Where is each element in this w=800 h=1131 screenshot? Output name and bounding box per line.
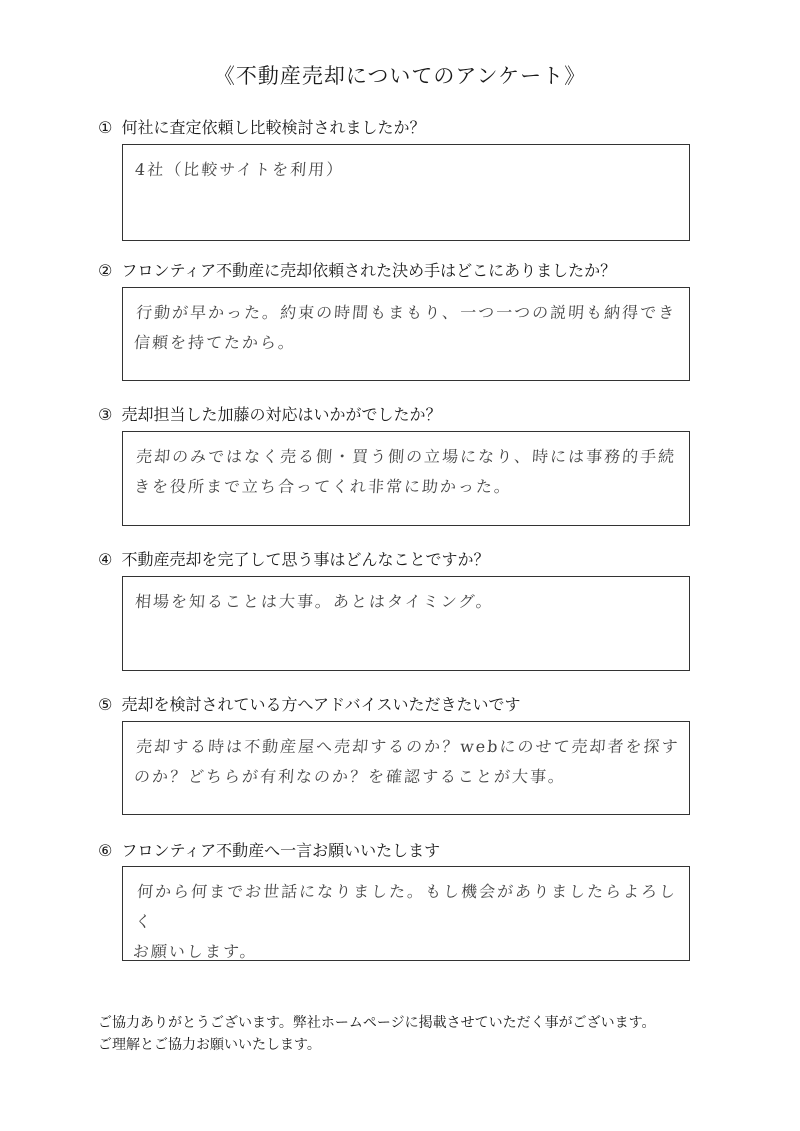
question-text: 売却を検討されている方へアドバイスいただきたいです: [121, 695, 521, 714]
question-text: 何社に査定依頼し比較検討されましたか？: [121, 118, 426, 137]
answer-box-2: [122, 287, 690, 381]
footer-note: [98, 1012, 655, 1056]
question-number: ④: [98, 550, 113, 569]
question-6: [98, 841, 440, 861]
question-text: フロンティア不動産へ一言お願いいたします: [121, 841, 441, 860]
question-number: ①: [98, 118, 113, 137]
footer-line-2: ご理解とご協力お願いいたします。: [98, 1037, 321, 1053]
footer-line-1: ご協力ありがとうございます。弊社ホームページに掲載させていただく事がございます。: [98, 1015, 656, 1031]
question-5: [98, 695, 520, 715]
question-4: [98, 550, 489, 570]
question-1: [98, 118, 425, 138]
handwritten-answer: 売却する時は不動産屋へ売却するのか？webにのせて売却者を探す のか？どちらが有利なのか？を確認することが大事。: [133, 737, 681, 786]
answer-box-5: [122, 721, 690, 815]
answer-box-4: [122, 576, 690, 671]
handwritten-answer: 何から何までお世話になりました。もし機会がありましたらよろしく お願いします。: [132, 882, 678, 961]
answer-box-1: [122, 144, 690, 241]
handwritten-answer: 行動が早かった。約束の時間もまもり、一つ一つの説明も納得でき 信頼を持てたから。: [133, 303, 677, 352]
handwritten-answer: 4社（比較サイトを利用）: [134, 160, 345, 179]
answer-box-6: [122, 866, 690, 961]
question-text: 不動産売却を完了して思う事はどんなことですか？: [121, 550, 490, 569]
handwritten-answer: 売却のみではなく売る側・買う側の立場になり、時には事務的手続 きを役所まで立ち合ってくれ非常に助かった。: [133, 447, 677, 496]
answer-box-3: [122, 431, 690, 526]
question-text: 売却担当した加藤の対応はいかがでしたか？: [121, 405, 442, 424]
question-number: ⑥: [98, 841, 113, 860]
survey-title: 《不動産売却についてのアンケート》: [213, 64, 587, 88]
handwritten-answer: 相場を知ることは大事。あとはタイミング。: [134, 592, 495, 611]
question-number: ⑤: [98, 695, 113, 714]
question-text: フロンティア不動産に売却依頼された決め手はどこにありましたか？: [121, 261, 617, 280]
question-3: [98, 405, 441, 425]
question-number: ③: [98, 405, 113, 424]
question-number: ②: [98, 261, 113, 280]
question-2: [98, 261, 616, 281]
